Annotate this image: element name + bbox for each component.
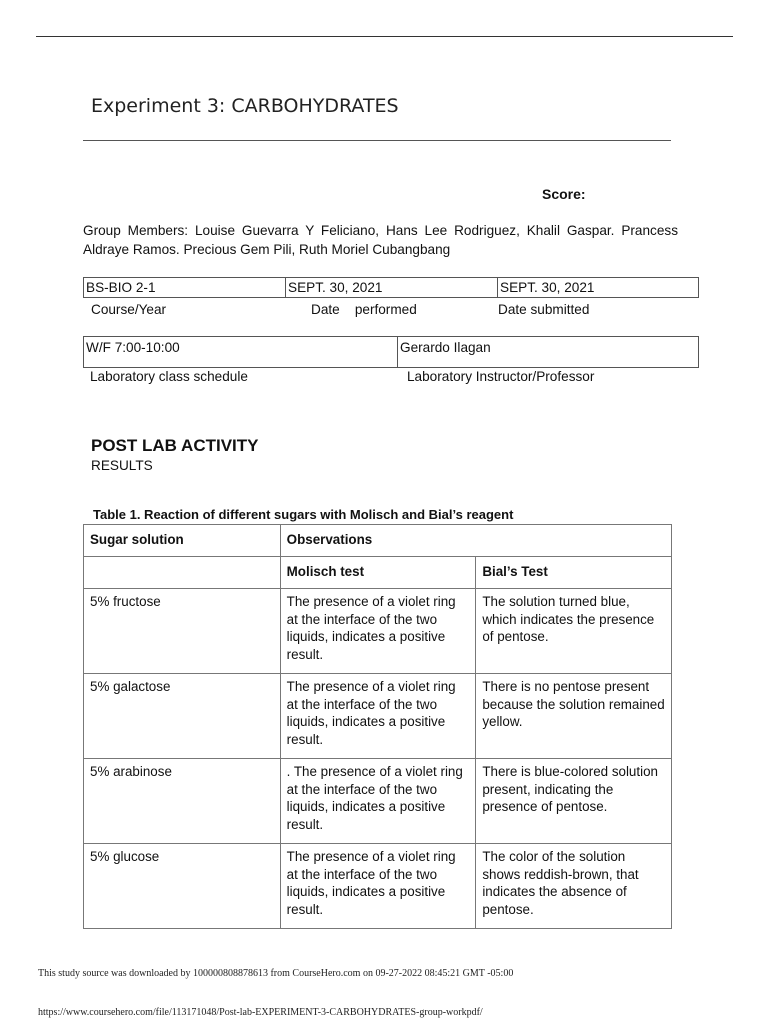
header-bials-test: Bial’s Test (476, 557, 672, 589)
molisch-cell: The presence of a violet ring at the interface of the two liquids, indicates a positive result. (280, 844, 476, 929)
sugar-cell: 5% arabinose (84, 759, 281, 844)
molisch-cell: The presence of a violet ring at the interface of the two liquids, indicates a positive result. (280, 589, 476, 674)
sugar-cell: 5% galactose (84, 674, 281, 759)
schedule-label: Laboratory class schedule (90, 369, 248, 384)
sugar-cell: 5% glucose (84, 844, 281, 929)
table-row (84, 589, 672, 674)
subheader-blank (84, 557, 281, 589)
molisch-cell: The presence of a violet ring at the interface of the two liquids, indicates a positive result. (280, 674, 476, 759)
post-lab-heading: POST LAB ACTIVITY (91, 436, 259, 455)
course-date-box (83, 277, 699, 298)
date-submitted-label: Date submitted (498, 302, 590, 317)
header-molisch-test: Molisch test (280, 557, 476, 589)
date-submitted-value: SEPT. 30, 2021 (500, 280, 595, 295)
bial-cell: The color of the solution shows reddish-brown, that indicates the absence of pentose. (476, 844, 672, 929)
results-table (83, 524, 672, 929)
table-row (84, 759, 672, 844)
date-performed-label: Date performed (311, 302, 417, 317)
schedule-instructor-box (83, 336, 699, 368)
sugar-cell: 5% fructose (84, 589, 281, 674)
page-title: Experiment 3: CARBOHYDRATES (91, 95, 399, 117)
header-sugar-solution: Sugar solution (84, 525, 281, 557)
schedule-value: W/F 7:00-10:00 (84, 337, 398, 367)
table-caption: Table 1. Reaction of different sugars with Molisch and Bial’s reagent (93, 507, 514, 522)
header-observations: Observations (280, 525, 671, 557)
course-year-value: BS-BIO 2-1 (84, 278, 286, 297)
score-label: Score: (542, 186, 586, 202)
table-row (84, 674, 672, 759)
page-top-divider (36, 36, 733, 37)
table-header-row (84, 525, 672, 557)
table-row (84, 844, 672, 929)
course-year-label: Course/Year (91, 302, 167, 317)
bial-cell: There is no pentose present because the solution remained yellow. (476, 674, 672, 759)
table-subheader-row (84, 557, 672, 589)
bial-cell: The solution turned blue, which indicates the presence of pentose. (476, 589, 672, 674)
results-subheading: RESULTS (91, 458, 153, 473)
instructor-label: Laboratory Instructor/Professor (407, 369, 595, 384)
download-source-note: This study source was downloaded by 100000808878613 from CourseHero.com on 09-27-2022 08:45:21 GMT -05:00 (38, 968, 514, 979)
bial-cell: There is blue-colored solution present, indicating the presence of pentose. (476, 759, 672, 844)
date-performed-value: SEPT. 30, 2021 (286, 278, 498, 297)
molisch-cell: . The presence of a violet ring at the interface of the two liquids, indicates a positive result. (280, 759, 476, 844)
instructor-value: Gerardo Ilagan (400, 340, 491, 355)
source-url[interactable]: https://www.coursehero.com/file/113171048/Post-lab-EXPERIMENT-3-CARBOHYDRATES-group-workpdf/ (38, 1007, 483, 1018)
group-members-text: Group Members: Louise Guevarra Y Feliciano, Hans Lee Rodriguez, Khalil Gaspar. Prancess Aldraye Ramos. Precious Gem Pili, Ruth Moriel Cubangbang (83, 223, 678, 257)
title-underline (83, 140, 671, 141)
